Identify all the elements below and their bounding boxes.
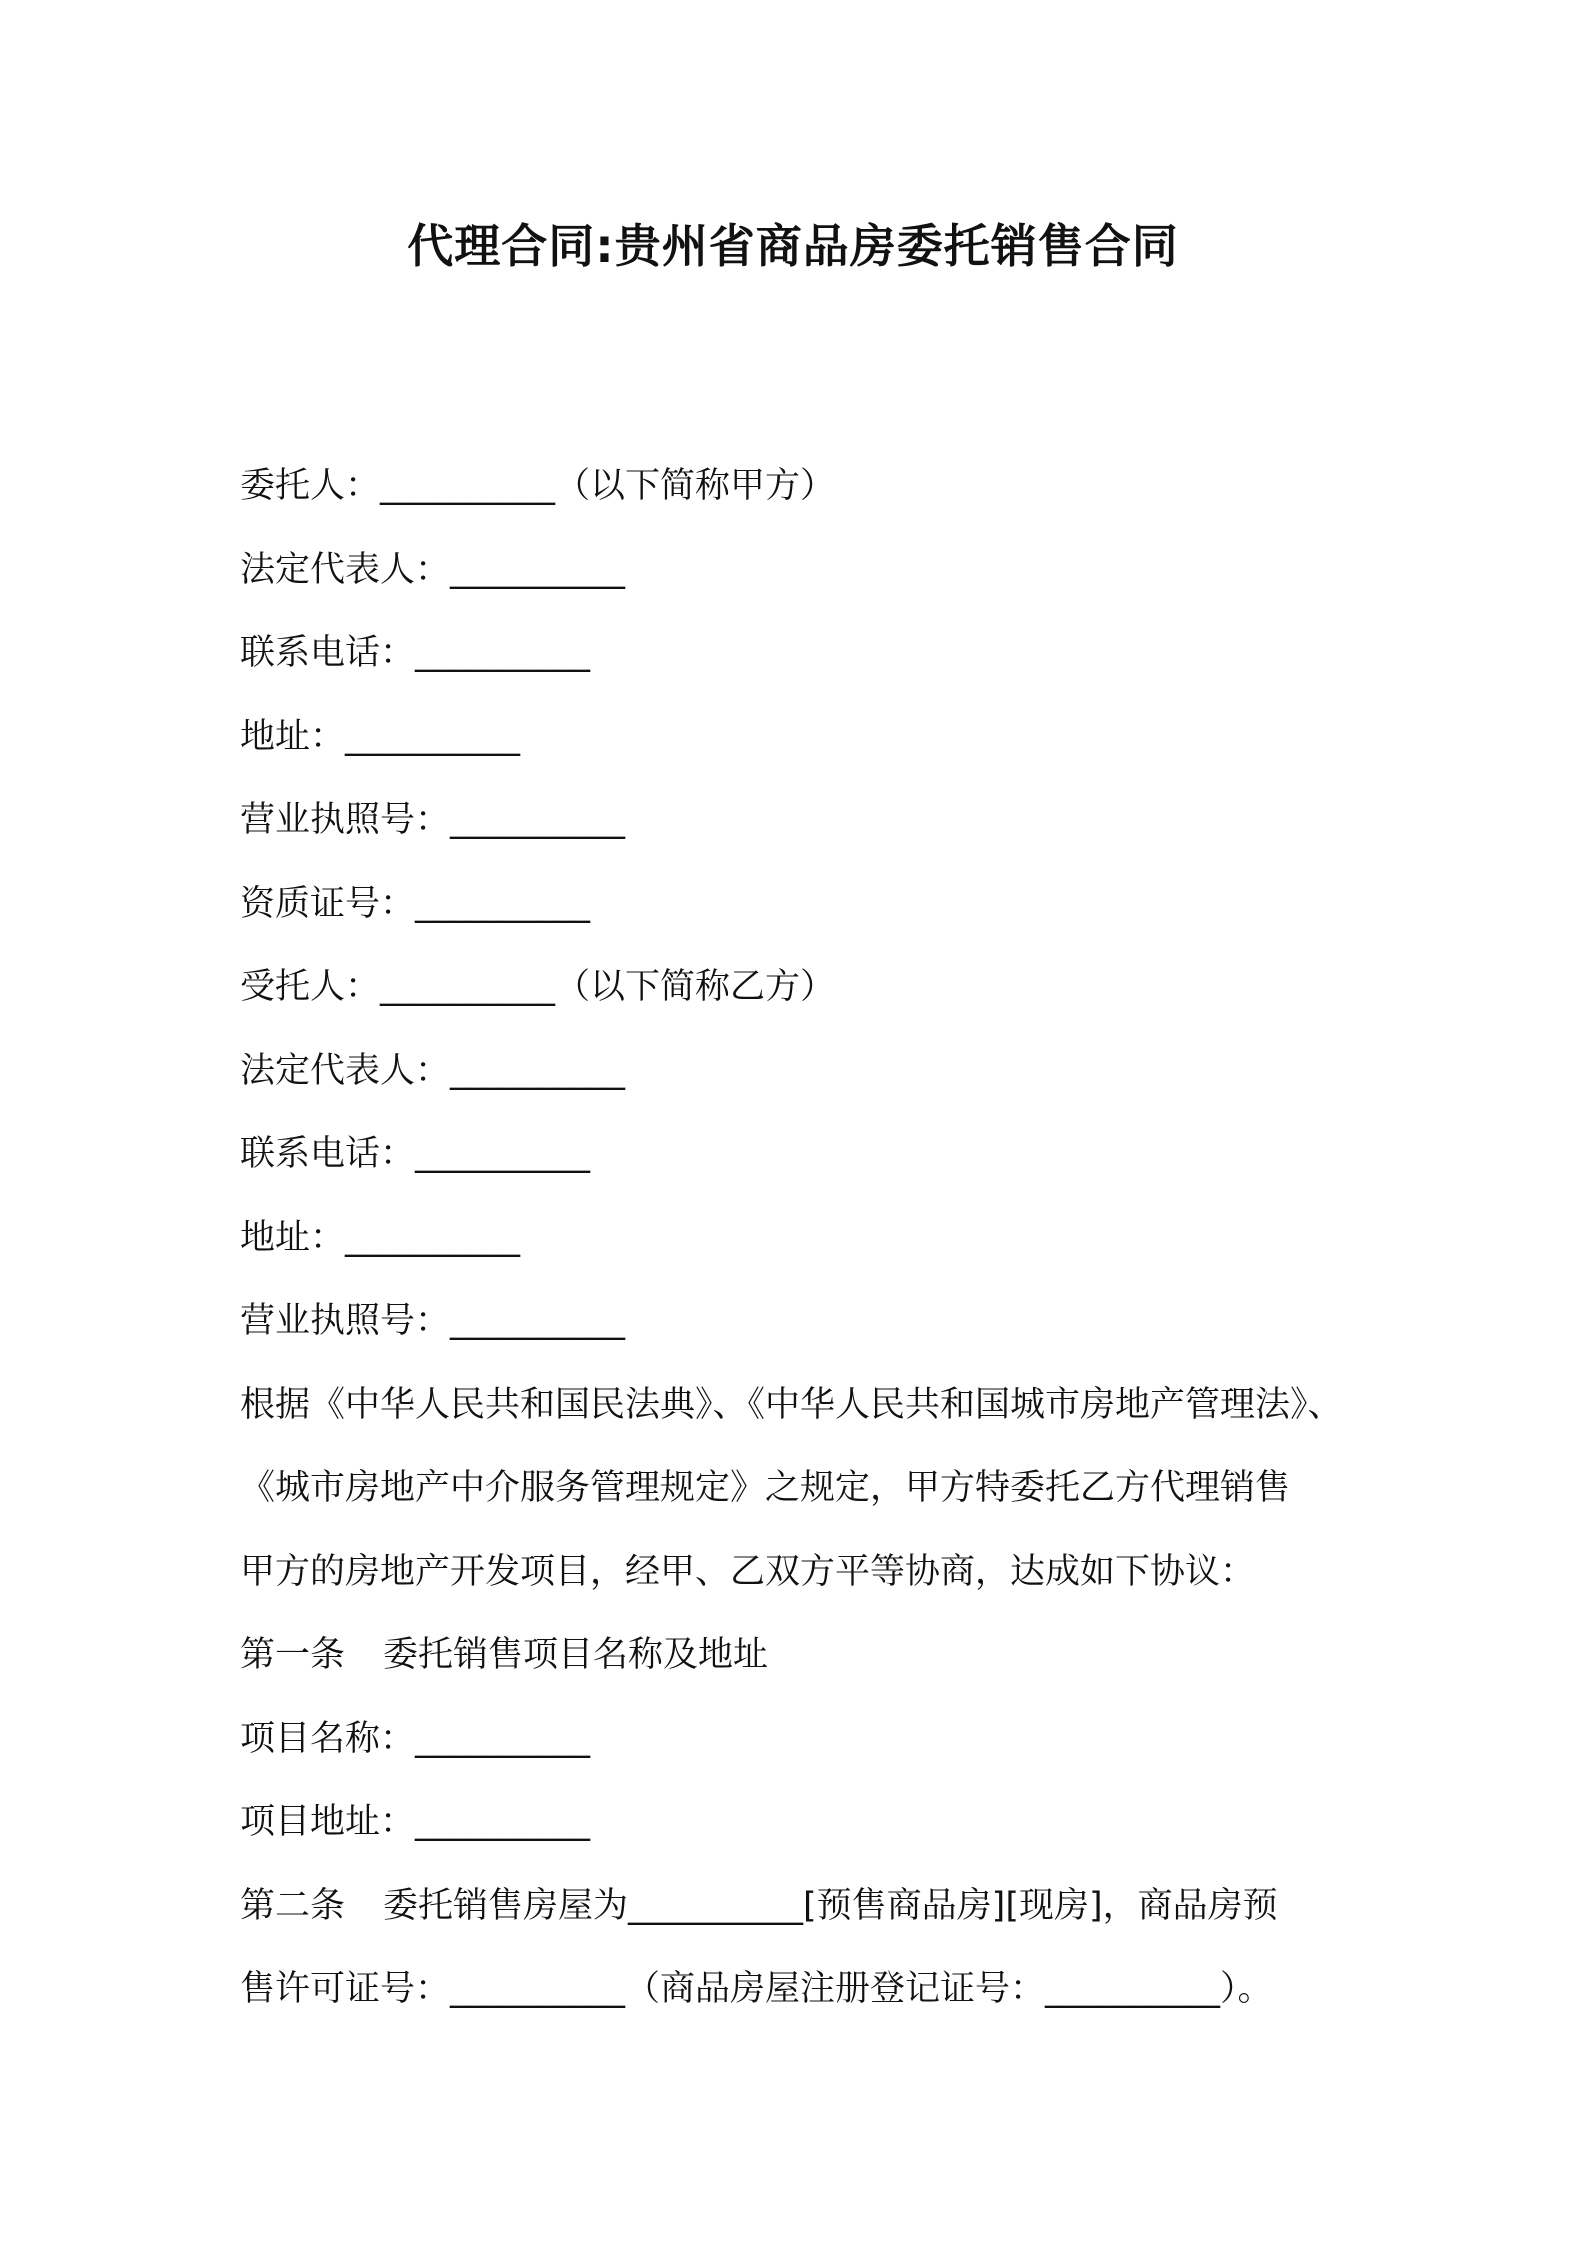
article-1-heading [240, 1614, 1380, 1698]
principal-legal-representative-line: 法定代表人：__________ [240, 549, 626, 590]
preamble-line-2: 《城市房地产中介服务管理规定》之规定，甲方特委托乙方代理销售 [240, 1468, 1291, 1508]
article-2-number: 第二条 [240, 1885, 346, 1926]
article-2-text: 委托销售房屋为__________[预售商品房][现房]，商品房预 [383, 1885, 1278, 1926]
principal-business-license-line: 营业执照号：__________ [240, 800, 626, 840]
document-body [240, 445, 1380, 2032]
agent-line: 受托人：__________（以下简称乙方） [240, 967, 836, 1007]
article-1-number: 第一条 [240, 1635, 346, 1675]
principal-phone-line: 联系电话：__________ [240, 633, 591, 673]
agent-business-license-line: 营业执照号：__________ [240, 1301, 626, 1341]
principal-qualification-line: 资质证号：__________ [240, 883, 591, 924]
preamble-line-3: 甲方的房地产开发项目，经甲、乙双方平等协商，达成如下协议： [240, 1551, 1256, 1592]
principal-line: 委托人：__________（以下简称甲方） [240, 466, 836, 506]
agent-legal-representative-line: 法定代表人：__________ [240, 1050, 626, 1091]
project-address-line: 项目地址：__________ [240, 1802, 591, 1842]
agent-phone-line: 联系电话：__________ [240, 1134, 591, 1174]
article-2-continuation: 售许可证号：__________（商品房屋注册登记证号：__________）。 [240, 1969, 1273, 2009]
document-title: 代理合同:贵州省商品房委托销售合同 [407, 219, 1179, 273]
preamble-line-1: 根据《中华人民共和国民法典》、《中华人民共和国城市房地产管理法》、 [240, 1384, 1343, 1425]
article-2-line [240, 1865, 1380, 1949]
agent-address-line: 地址：__________ [240, 1217, 521, 1258]
article-1-title: 委托销售项目名称及地址 [383, 1635, 769, 1675]
project-name-line: 项目名称：__________ [240, 1718, 591, 1759]
principal-address-line: 地址：__________ [240, 716, 521, 757]
